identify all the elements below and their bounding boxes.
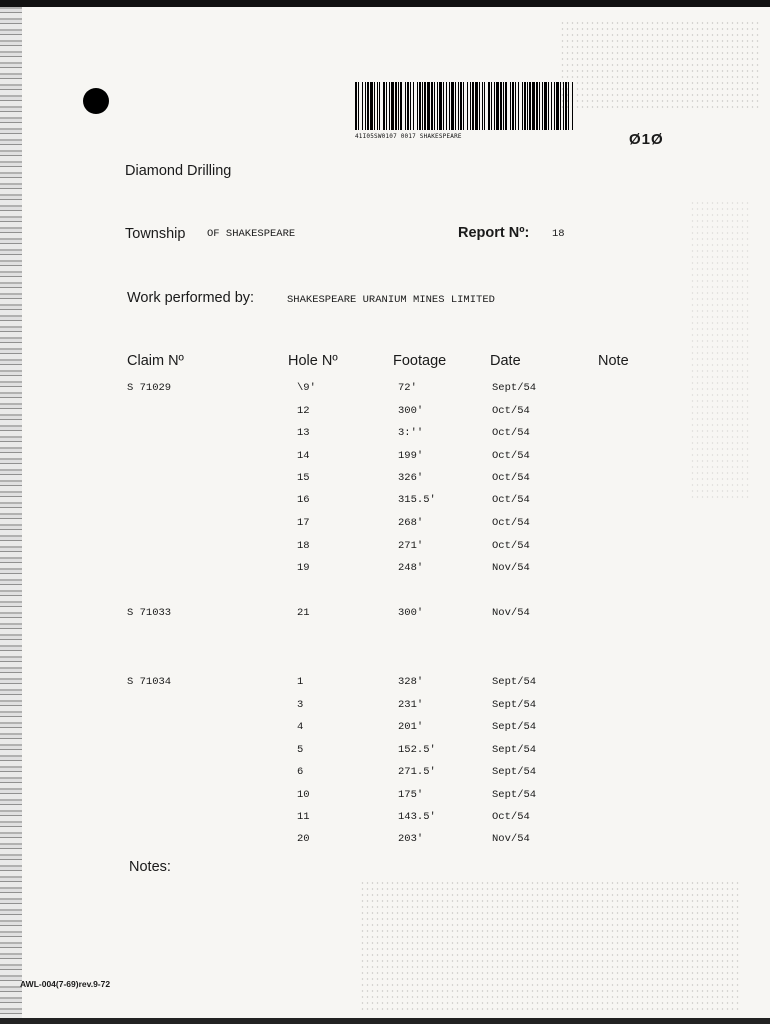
report-value: 18 [552, 228, 565, 240]
date-cell: Sept/54 [492, 721, 537, 733]
date-cell: Nov/54 [492, 833, 530, 845]
scan-speckle [360, 880, 740, 1010]
barcode-bar [554, 82, 555, 130]
table-row [0, 833, 770, 855]
barcode-bar [424, 82, 426, 130]
footage-cell: 199' [398, 450, 424, 462]
footage-cell: 315.5' [398, 494, 436, 506]
barcode-bar [496, 82, 499, 130]
barcode-bar [467, 82, 468, 130]
barcode-bar [398, 82, 399, 130]
barcode-bar [548, 82, 549, 130]
hole-cell: 21 [297, 607, 310, 619]
barcode-bar [386, 82, 387, 130]
date-cell: Oct/54 [492, 811, 530, 823]
barcode-bar [539, 82, 540, 130]
hole-cell: 17 [297, 517, 310, 529]
barcode-bar [494, 82, 495, 130]
barcode-bar [431, 82, 433, 130]
date-cell: Sept/54 [492, 676, 537, 688]
barcode-bar [527, 82, 528, 130]
date-cell: Oct/54 [492, 405, 530, 417]
barcode-bar [560, 82, 561, 130]
barcode-bar [410, 82, 411, 130]
barcode-bar [391, 82, 394, 130]
barcode-bar [407, 82, 409, 130]
hole-cell: 20 [297, 833, 310, 845]
date-cell: Sept/54 [492, 789, 537, 801]
barcode-bar [470, 82, 471, 130]
footage-cell: 326' [398, 472, 424, 484]
barcode-bar [439, 82, 442, 130]
table-row [0, 494, 770, 516]
barcode-bar [377, 82, 378, 130]
date-cell: Sept/54 [492, 766, 537, 778]
barcode-bar [563, 82, 564, 130]
barcode-bar [443, 82, 444, 130]
column-header-claim: Claim Nº [127, 353, 184, 369]
notes-label: Notes: [129, 859, 171, 875]
barcode-bar [422, 82, 423, 130]
table-row [0, 766, 770, 788]
barcode-bar [463, 82, 464, 130]
barcode-bar [572, 82, 573, 130]
barcode-bar [451, 82, 454, 130]
barcode-bar [367, 82, 369, 130]
table-row [0, 562, 770, 584]
barcode-bar [362, 82, 363, 130]
barcode-bar [491, 82, 492, 130]
punch-hole [83, 88, 109, 114]
barcode-bar [544, 82, 547, 130]
barcode-bar [565, 82, 567, 130]
footage-cell: 203' [398, 833, 424, 845]
footage-cell: 300' [398, 405, 424, 417]
barcode-bar [500, 82, 502, 130]
barcode-bar [532, 82, 535, 130]
barcode-bar [512, 82, 514, 130]
footage-cell: 152.5' [398, 744, 436, 756]
table-row [0, 789, 770, 811]
barcode-bar [419, 82, 421, 130]
date-cell: Oct/54 [492, 540, 530, 552]
barcode-bar [460, 82, 462, 130]
table-row [0, 607, 770, 629]
barcode-bar [556, 82, 559, 130]
barcode-bar [417, 82, 418, 130]
hole-cell: 1 [297, 676, 304, 688]
barcode-bar [413, 82, 414, 130]
date-cell: Sept/54 [492, 382, 537, 394]
bottom-border [0, 1018, 770, 1024]
claim-cell: S 71034 [127, 676, 172, 688]
barcode-text: 41I05SW0107 0017 SHAKESPEARE [355, 133, 462, 140]
barcode-bar [458, 82, 459, 130]
table-row [0, 472, 770, 494]
document-title: Diamond Drilling [125, 163, 232, 179]
barcode-bar [472, 82, 474, 130]
date-cell: Oct/54 [492, 517, 530, 529]
hole-cell: 14 [297, 450, 310, 462]
barcode-bar [427, 82, 430, 130]
barcode-bar [405, 82, 406, 130]
table-row [0, 517, 770, 539]
date-cell: Oct/54 [492, 450, 530, 462]
barcode-bar [434, 82, 435, 130]
barcode-bar [400, 82, 402, 130]
barcode [355, 82, 573, 130]
barcode-bar [389, 82, 390, 130]
hole-cell: 12 [297, 405, 310, 417]
hole-cell: 5 [297, 744, 304, 756]
table-row [0, 744, 770, 766]
township-label: Township [125, 226, 186, 242]
table-row [0, 811, 770, 833]
column-header-footage: Footage [393, 353, 447, 369]
footage-cell: 248' [398, 562, 424, 574]
barcode-bar [518, 82, 519, 130]
barcode-bar [524, 82, 526, 130]
date-cell: Nov/54 [492, 607, 530, 619]
barcode-bar [370, 82, 373, 130]
work-performed-value: SHAKESPEARE URANIUM MINES LIMITED [287, 294, 495, 306]
date-cell: Oct/54 [492, 472, 530, 484]
date-cell: Oct/54 [492, 494, 530, 506]
township-value: OF SHAKESPEARE [207, 228, 296, 240]
table-row [0, 427, 770, 449]
date-cell: Sept/54 [492, 699, 537, 711]
barcode-bar [503, 82, 504, 130]
report-label: Report Nº: [458, 225, 530, 241]
form-code: AWL-004(7-69)rev.9-72 [20, 979, 111, 989]
table-row [0, 450, 770, 472]
barcode-bar [522, 82, 523, 130]
claim-cell: S 71029 [127, 382, 172, 394]
barcode-bar [455, 82, 456, 130]
hole-cell: 4 [297, 721, 304, 733]
footage-cell: 201' [398, 721, 424, 733]
barcode-bar [515, 82, 516, 130]
top-border [0, 0, 770, 7]
footage-cell: 175' [398, 789, 424, 801]
hole-cell: 18 [297, 540, 310, 552]
hole-cell: 11 [297, 811, 310, 823]
footage-cell: 72' [398, 382, 417, 394]
date-cell: Oct/54 [492, 427, 530, 439]
hole-cell: 15 [297, 472, 310, 484]
page-code: Ø1Ø [629, 131, 664, 148]
table-row [0, 699, 770, 721]
barcode-bar [542, 82, 543, 130]
claim-cell: S 71033 [127, 607, 172, 619]
table-row [0, 721, 770, 743]
barcode-bar [479, 82, 480, 130]
hole-cell: 10 [297, 789, 310, 801]
barcode-bar [449, 82, 450, 130]
hole-cell: 3 [297, 699, 304, 711]
table-row [0, 382, 770, 404]
barcode-bar [395, 82, 397, 130]
barcode-bar [374, 82, 375, 130]
barcode-bar [510, 82, 511, 130]
hole-cell: 6 [297, 766, 304, 778]
footage-cell: 271' [398, 540, 424, 552]
barcode-bar [379, 82, 380, 130]
column-header-note: Note [598, 353, 629, 369]
barcode-bar [505, 82, 507, 130]
table-row [0, 405, 770, 427]
barcode-bar [358, 82, 359, 130]
barcode-bar [529, 82, 531, 130]
hole-cell: 19 [297, 562, 310, 574]
barcode-bar [437, 82, 438, 130]
date-cell: Nov/54 [492, 562, 530, 574]
barcode-bar [568, 82, 569, 130]
barcode-bar [551, 82, 552, 130]
barcode-bar [355, 82, 357, 130]
table-row [0, 540, 770, 562]
hole-cell: \9' [297, 382, 316, 394]
barcode-bar [488, 82, 490, 130]
barcode-bar [536, 82, 538, 130]
footage-cell: 328' [398, 676, 424, 688]
barcode-bar [383, 82, 385, 130]
barcode-bar [484, 82, 485, 130]
work-performed-label: Work performed by: [127, 290, 255, 306]
footage-cell: 143.5' [398, 811, 436, 823]
footage-cell: 300' [398, 607, 424, 619]
barcode-bar [475, 82, 478, 130]
footage-cell: 271.5' [398, 766, 436, 778]
footage-cell: 268' [398, 517, 424, 529]
barcode-bar [482, 82, 483, 130]
scan-speckle [560, 20, 760, 110]
table-row [0, 676, 770, 698]
barcode-bar [365, 82, 366, 130]
column-header-date: Date [490, 353, 521, 369]
hole-cell: 16 [297, 494, 310, 506]
footage-cell: 3:'' [398, 427, 424, 439]
hole-cell: 13 [297, 427, 310, 439]
date-cell: Sept/54 [492, 744, 537, 756]
barcode-bar [446, 82, 447, 130]
column-header-hole: Hole Nº [288, 353, 338, 369]
footage-cell: 231' [398, 699, 424, 711]
